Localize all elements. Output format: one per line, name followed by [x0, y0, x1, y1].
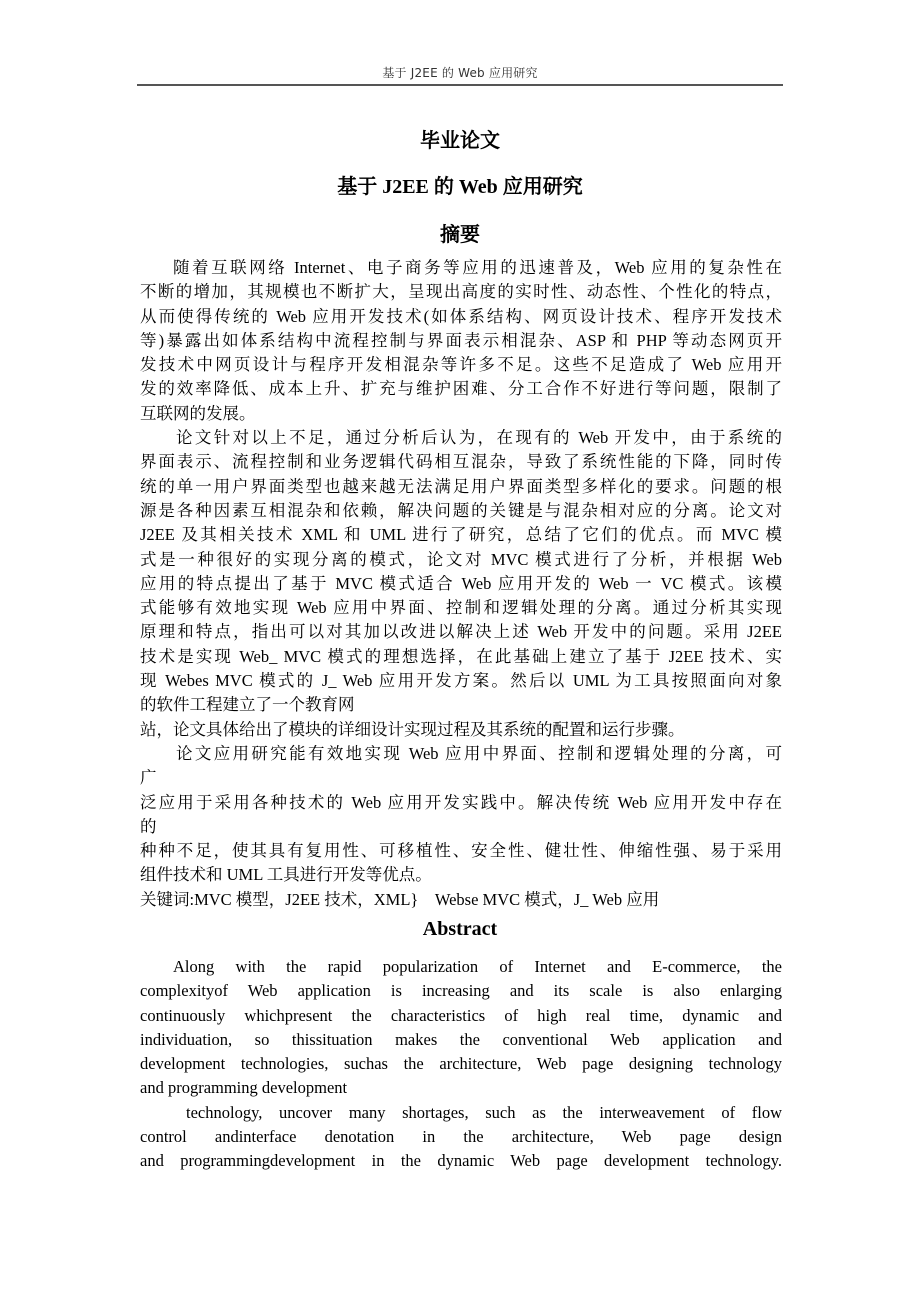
- header-rule: [137, 84, 783, 86]
- text-line: Along with the rapid popularization of Internet and E-commerce, the: [173, 957, 782, 976]
- text-line: 应用的特点提出了基于 MVC 模式适合 Web 应用开发的 Web 一 VC 模式。该模: [140, 573, 782, 593]
- text-line: 界面表示、流程控制和业务逻辑代码相互混杂，导致了系统性能的下降，同时传: [140, 452, 782, 472]
- text-line: 的: [140, 816, 157, 836]
- text-line: 式能够有效地实现 Web 应用中界面、控制和逻辑处理的分离。通过分析其实现: [140, 598, 782, 618]
- text-line: continuously whichpresent the characteristics of high real time, dynamic and: [140, 1005, 782, 1025]
- text-line: complexityof Web application is increasing and its scale is also enlarging: [140, 981, 782, 1001]
- text-line: 统的单一用户界面类型也越来越无法满足用户界面类型多样化的要求。问题的根: [140, 476, 782, 496]
- text-line: 源是各种因素互相混杂和依赖，解决问题的关键是与混杂相对应的分离。论文对: [140, 500, 782, 520]
- thesis-label: 毕业论文: [420, 130, 500, 152]
- text-line: 种种不足，使其具有复用性、可移植性、安全性、健壮性、伸缩性强、易于采用: [140, 841, 782, 861]
- text-line: 技术是实现 Web_ MVC 模式的理想选择，在此基础上建立了基于 J2EE 技术、实: [140, 646, 782, 666]
- text-line: 式是一种很好的实现分离的模式，论文对 MVC 模式进行了分析，并根据 Web: [140, 549, 782, 569]
- abstract-en-heading: Abstract: [422, 918, 498, 940]
- text-line: 从而使得传统的 Web 应用开发技术(如体系结构、网页设计技术、程序开发技术: [140, 306, 782, 326]
- text-line: individuation, so thissituation makes the conventional Web application and: [140, 1029, 782, 1049]
- text-line: 互联网的发展。: [140, 403, 256, 423]
- text-line: 组件技术和 UML 工具进行开发等优点。: [140, 865, 432, 885]
- text-line: 的软件工程建立了一个教育网: [140, 695, 355, 715]
- abstract-cn-heading: 摘要: [440, 224, 480, 246]
- text-line: J2EE 及其相关技术 XML 和 UML 进行了研究，总结了它们的优点。而 MVC 模: [140, 525, 782, 545]
- text-line: 随着互联网络 Internet、电子商务等应用的迅速普及，Web 应用的复杂性在: [173, 258, 782, 277]
- text-line: 不断的增加，其规模也不断扩大，呈现出高度的实时性、动态性、个性化的特点，: [140, 282, 782, 302]
- text-line: 发的效率降低、成本上升、扩充与维护困难、分工合作不好进行等问题，限制了: [140, 379, 782, 399]
- text-line: 广: [140, 768, 157, 788]
- text-line: development technologies, suchas the architecture, Web page designing technology: [140, 1054, 782, 1074]
- text-line: 论文针对以上不足，通过分析后认为，在现有的 Web 开发中，由于系统的: [176, 428, 782, 448]
- text-line: control andinterface denotation in the architecture, Web page design: [140, 1127, 782, 1147]
- text-line: 原理和特点，指出可以对其加以改进以解决上述 Web 开发中的问题。采用 J2EE: [140, 622, 782, 642]
- text-line: 站，论文具体给出了模块的详细设计实现过程及其系统的配置和运行步骤。: [140, 719, 685, 739]
- text-line: technology, uncover many shortages, such as the interweavement of flow: [186, 1102, 782, 1122]
- text-line: 发技术中网页设计与程序开发相混杂等许多不足。这些不足造成了 Web 应用开: [140, 355, 782, 375]
- thesis-title: 基于 J2EE 的 Web 应用研究: [337, 176, 583, 198]
- text-line: 等)暴露出如体系结构中流程控制与界面表示相混杂、ASP 和 PHP 等动态网页开: [140, 330, 782, 350]
- abstract-en-body: [140, 955, 782, 1174]
- text-line: 现 Webes MVC 模式的 J_ Web 应用开发方案。然后以 UML 为工具按照面向对象: [140, 671, 782, 691]
- abstract-cn-body: [140, 256, 782, 912]
- keywords-line: 关键词:MVC 模型，J2EE 技术，XML} Webse MVC 模式，J_ Web 应用: [140, 889, 660, 909]
- running-header: 基于 J2EE 的 Web 应用研究: [382, 66, 538, 80]
- text-line: and programming development: [140, 1078, 348, 1098]
- text-line: 论文应用研究能有效地实现 Web 应用中界面、控制和逻辑处理的分离，可: [176, 743, 782, 763]
- text-line: 泛应用于采用各种技术的 Web 应用开发实践中。解决传统 Web 应用开发中存在: [140, 792, 782, 812]
- text-line: and programmingdevelopment in the dynamic Web page development technology.: [140, 1151, 782, 1171]
